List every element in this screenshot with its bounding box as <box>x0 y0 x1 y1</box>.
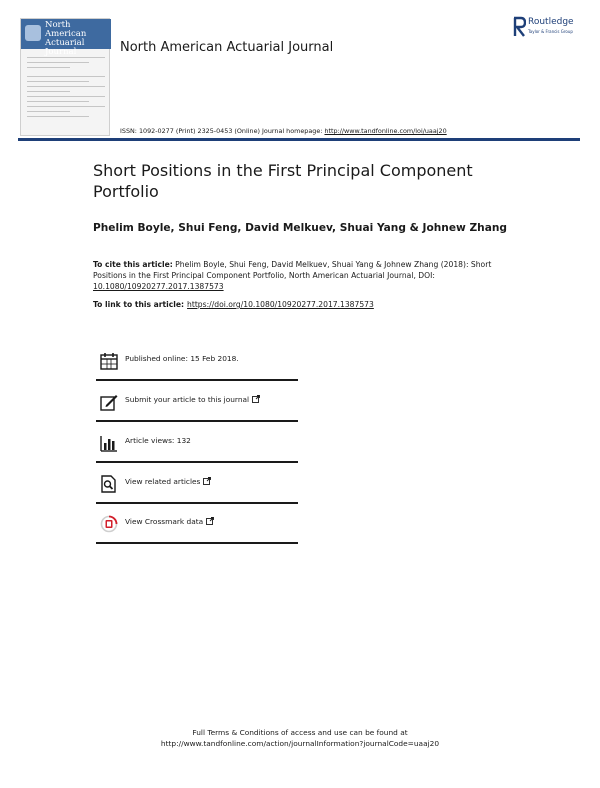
routledge-logo-icon <box>512 16 526 38</box>
issn-line <box>120 127 447 135</box>
related-articles-link[interactable] <box>125 477 211 486</box>
journal-cover-thumbnail <box>20 18 110 136</box>
article-authors: Phelim Boyle, Shui Feng, David Melkuev, Shuai Yang & Johnew Zhang <box>93 222 507 234</box>
header-divider <box>18 138 580 141</box>
citation-text: Phelim Boyle, Shui Feng, David Melkuev, Shuai Yang & Johnew Zhang (2018): Short Positions in the First Principal Component Portfolio, North American Actuarial Journal, DOI: <box>93 260 492 280</box>
external-link-icon <box>252 395 260 403</box>
citation-label: To cite this article: <box>93 260 173 269</box>
bar-chart-icon <box>100 434 118 452</box>
crossmark-link[interactable] <box>125 517 214 526</box>
journal-homepage-link[interactable]: http://www.tandfonline.com/loi/uaaj20 <box>324 127 447 135</box>
cover-contents-lines <box>27 57 105 121</box>
edit-icon <box>100 393 118 411</box>
calendar-icon <box>100 352 118 370</box>
published-row <box>96 340 298 381</box>
article-views: Article views: 132 <box>125 436 191 445</box>
journal-name: North American Actuarial Journal <box>120 40 334 55</box>
article-title: Short Positions in the First Principal Component Portfolio <box>93 161 473 201</box>
article-doi-link[interactable]: https://doi.org/10.1080/10920277.2017.1387573 <box>187 300 374 309</box>
cover-title: North American Actuarial Journal <box>45 20 87 57</box>
publisher-name: Routledge <box>528 17 574 27</box>
published-date: Published online: 15 Feb 2018. <box>125 354 239 363</box>
publisher-logo[interactable] <box>512 16 594 40</box>
crossmark-row[interactable] <box>96 503 298 544</box>
row-divider <box>96 542 298 544</box>
article-link-block <box>93 299 523 310</box>
external-link-icon <box>206 517 214 525</box>
crossmark-label: View Crossmark data <box>125 517 204 526</box>
search-document-icon <box>100 475 118 493</box>
citation-block <box>93 259 523 292</box>
issn-text: ISSN: 1092-0277 (Print) 2325-0453 (Online) Journal homepage: <box>120 127 325 135</box>
footer <box>0 727 600 749</box>
publisher-tagline: Taylor & Francis Group <box>528 29 573 34</box>
related-articles-row[interactable] <box>96 463 298 504</box>
article-views-row <box>96 422 298 463</box>
related-articles-label: View related articles <box>125 477 201 486</box>
cover-logo-icon <box>25 25 41 41</box>
footer-terms-text: Full Terms & Conditions of access and use can be found at <box>192 728 408 737</box>
citation-doi-link[interactable]: 10.1080/10920277.2017.1387573 <box>93 282 224 291</box>
submit-article-label: Submit your article to this journal <box>125 395 250 404</box>
external-link-icon <box>203 477 211 485</box>
footer-terms-link[interactable]: http://www.tandfonline.com/action/journalInformation?journalCode=uaaj20 <box>160 739 440 748</box>
submit-article-row[interactable] <box>96 381 298 422</box>
crossmark-icon <box>100 515 118 533</box>
article-link-label: To link to this article: <box>93 300 185 309</box>
submit-article-link[interactable] <box>125 395 260 404</box>
